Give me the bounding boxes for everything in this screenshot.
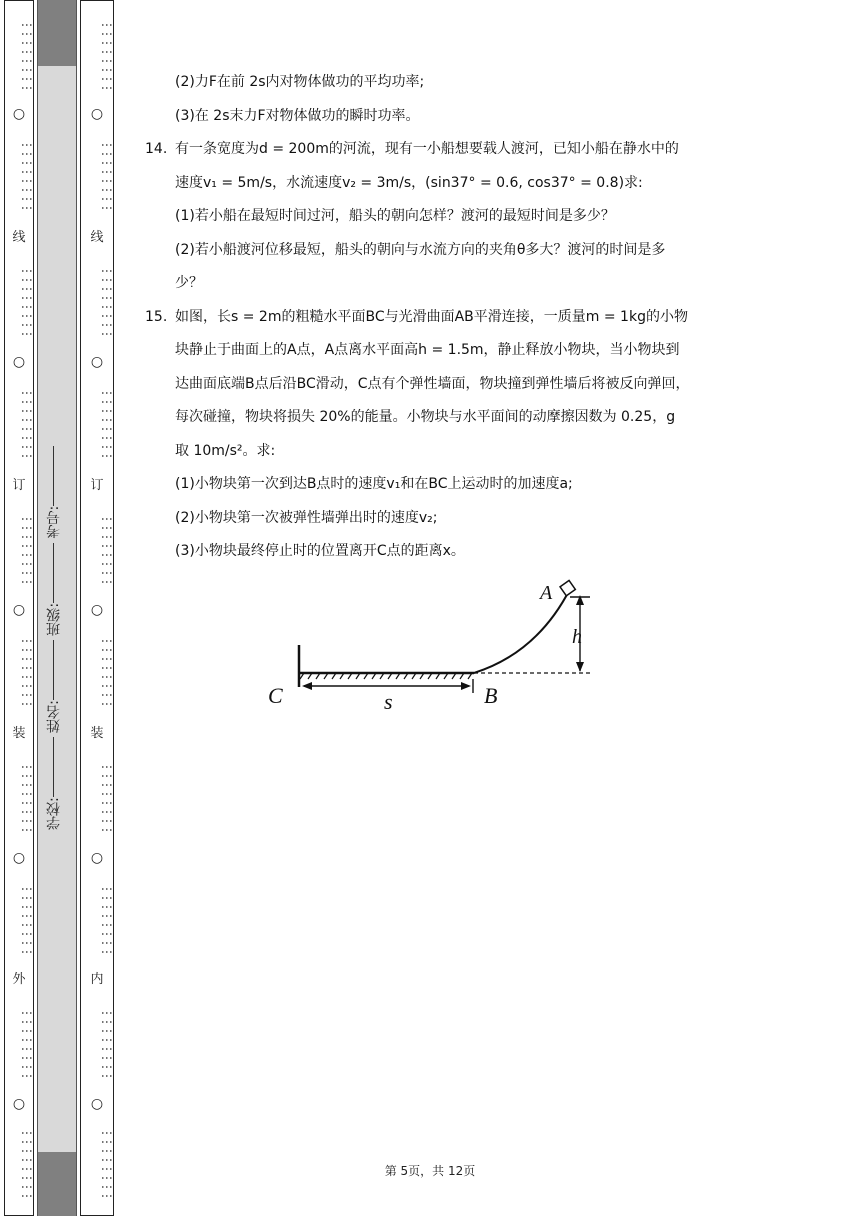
dotted-rule: ⋮⋮⋮⋮⋮⋮⋮⋮ bbox=[20, 1127, 34, 1199]
question-14-stem: 14. 有一条宽度为d = 200m的河流，现有一小船想要载人渡河，已知小船在静水中的 bbox=[145, 133, 725, 167]
dotted-rule: ⋮⋮⋮⋮⋮⋮⋮⋮ bbox=[20, 19, 34, 91]
question-15-stem-cont: 每次碰撞，物块将损失 20%的能量。小物块与水平面间的动摩擦因数为 0.25，g bbox=[175, 409, 676, 425]
dotted-rule: ⋮⋮⋮⋮⋮⋮⋮⋮ bbox=[100, 265, 114, 337]
page-footer: 第 5页，共 12页 bbox=[384, 1164, 476, 1178]
arrow-head-down bbox=[576, 662, 584, 672]
school-label: 学校: bbox=[46, 797, 62, 830]
binding-strip-outer bbox=[4, 0, 34, 1216]
margin-mark: 线 bbox=[12, 230, 26, 245]
smooth-curve bbox=[474, 589, 570, 673]
question-14-part-1: (1)若小船在最短时间过河，船头的朝向怎样？渡河的最短时间是多少？ bbox=[175, 208, 615, 224]
label-s: s bbox=[384, 689, 393, 714]
question-15-stem-cont: 块静止于曲面上的A点，A点离水平面高h = 1.5m，静止释放小物块，当小物块到 bbox=[175, 342, 680, 358]
question-15-stem-cont: 达曲面底端B点后沿BC滑动，C点有个弹性墙面，物块撞到弹性墙后将被反向弹回， bbox=[175, 375, 690, 392]
question-14-part-2: (2)若小船渡河位移最短，船头的朝向与水流方向的夹角θ多大？渡河的时间是多 bbox=[175, 241, 666, 258]
margin-mark: 订 bbox=[90, 478, 104, 493]
margin-mark: ○ bbox=[12, 106, 26, 122]
question-15-part-3: (3)小物块最终停止时的位置离开C点的距离x。 bbox=[175, 543, 465, 559]
dotted-rule: ⋮⋮⋮⋮⋮⋮⋮⋮ bbox=[100, 761, 114, 833]
incline-figure bbox=[262, 575, 602, 715]
dotted-rule: ⋮⋮⋮⋮⋮⋮⋮⋮ bbox=[100, 883, 114, 955]
margin-mark: 外 bbox=[12, 972, 26, 987]
dotted-rule: ⋮⋮⋮⋮⋮⋮⋮⋮ bbox=[20, 387, 34, 459]
label-c: C bbox=[268, 683, 283, 708]
dotted-rule: ⋮⋮⋮⋮⋮⋮⋮⋮ bbox=[20, 761, 34, 833]
block bbox=[560, 580, 575, 595]
exam-no-label: 考号: bbox=[46, 505, 62, 539]
dotted-rule: ⋮⋮⋮⋮⋮⋮⋮⋮ bbox=[100, 635, 114, 707]
question-number: 15. bbox=[145, 308, 168, 325]
question-13-part-2: (2)力F在前 2s内对物体做功的平均功率; bbox=[175, 74, 425, 90]
margin-mark: ○ bbox=[12, 602, 26, 618]
margin-mark: ○ bbox=[12, 850, 26, 866]
dotted-rule: ⋮⋮⋮⋮⋮⋮⋮⋮ bbox=[100, 387, 114, 459]
margin-mark: ○ bbox=[90, 850, 104, 866]
margin-mark: 订 bbox=[12, 478, 26, 493]
label-b: B bbox=[484, 683, 498, 708]
dotted-rule: ⋮⋮⋮⋮⋮⋮⋮⋮ bbox=[20, 513, 34, 585]
name-label: 姓名: bbox=[46, 700, 62, 733]
margin-mark: ○ bbox=[90, 354, 104, 370]
strip-cap-top bbox=[38, 0, 76, 66]
margin-mark: ○ bbox=[12, 354, 26, 370]
margin-mark: 内 bbox=[90, 972, 104, 987]
question-15-part-2: (2)小物块第一次被弹性墙弹出时的速度v₂; bbox=[175, 509, 438, 526]
question-13-part-3: (3)在 2s末力F对物体做功的瞬时功率。 bbox=[175, 107, 420, 124]
arrow-head-right bbox=[461, 682, 471, 690]
arrow-head-left bbox=[302, 682, 312, 690]
margin-mark: ○ bbox=[90, 602, 104, 618]
label-h: h bbox=[572, 626, 582, 648]
class-blank bbox=[54, 543, 55, 603]
dotted-rule: ⋮⋮⋮⋮⋮⋮⋮⋮ bbox=[20, 139, 34, 211]
question-15-stem: 15. 如图，长s = 2m的粗糙水平面BC与光滑曲面AB平滑连接，一质量m = 1kg的小物 bbox=[145, 301, 725, 335]
question-14-stem-cont: 速度v₁ = 5m/s，水流速度v₂ = 3m/s，(sin37° = 0.6, cos37° = 0.8)求: bbox=[175, 174, 643, 191]
question-14-part-2-cont: 少？ bbox=[175, 275, 203, 291]
question-number: 14. bbox=[145, 141, 168, 157]
label-a: A bbox=[540, 582, 553, 604]
question-15-part-1: (1)小物块第一次到达B点时的速度v₁和在BC上运动时的加速度a; bbox=[175, 476, 573, 492]
name-blank bbox=[54, 640, 55, 700]
dotted-rule: ⋮⋮⋮⋮⋮⋮⋮⋮ bbox=[100, 1127, 114, 1199]
dotted-rule: ⋮⋮⋮⋮⋮⋮⋮⋮ bbox=[20, 265, 34, 337]
margin-mark: 装 bbox=[90, 726, 104, 741]
margin-mark: ○ bbox=[90, 106, 104, 122]
dotted-rule: ⋮⋮⋮⋮⋮⋮⋮⋮ bbox=[100, 513, 114, 585]
question-15-stem-cont: 取 10m/s²。求: bbox=[175, 442, 276, 459]
binding-strip-inner bbox=[80, 0, 114, 1216]
margin-mark: 线 bbox=[90, 230, 104, 245]
margin-mark: ○ bbox=[12, 1096, 26, 1112]
school-blank bbox=[54, 737, 55, 797]
question-content bbox=[145, 66, 725, 569]
margin-mark: ○ bbox=[90, 1096, 104, 1112]
class-label: 班级: bbox=[46, 602, 62, 636]
exam-no-blank bbox=[54, 446, 55, 506]
dotted-rule: ⋮⋮⋮⋮⋮⋮⋮⋮ bbox=[100, 19, 114, 91]
dotted-rule: ⋮⋮⋮⋮⋮⋮⋮⋮ bbox=[20, 883, 34, 955]
margin-mark: 装 bbox=[12, 726, 26, 741]
dotted-rule: ⋮⋮⋮⋮⋮⋮⋮⋮ bbox=[100, 139, 114, 211]
dotted-rule: ⋮⋮⋮⋮⋮⋮⋮⋮ bbox=[20, 1007, 34, 1079]
dotted-rule: ⋮⋮⋮⋮⋮⋮⋮⋮ bbox=[20, 635, 34, 707]
dotted-rule: ⋮⋮⋮⋮⋮⋮⋮⋮ bbox=[100, 1007, 114, 1079]
student-info-fields bbox=[44, 390, 72, 830]
